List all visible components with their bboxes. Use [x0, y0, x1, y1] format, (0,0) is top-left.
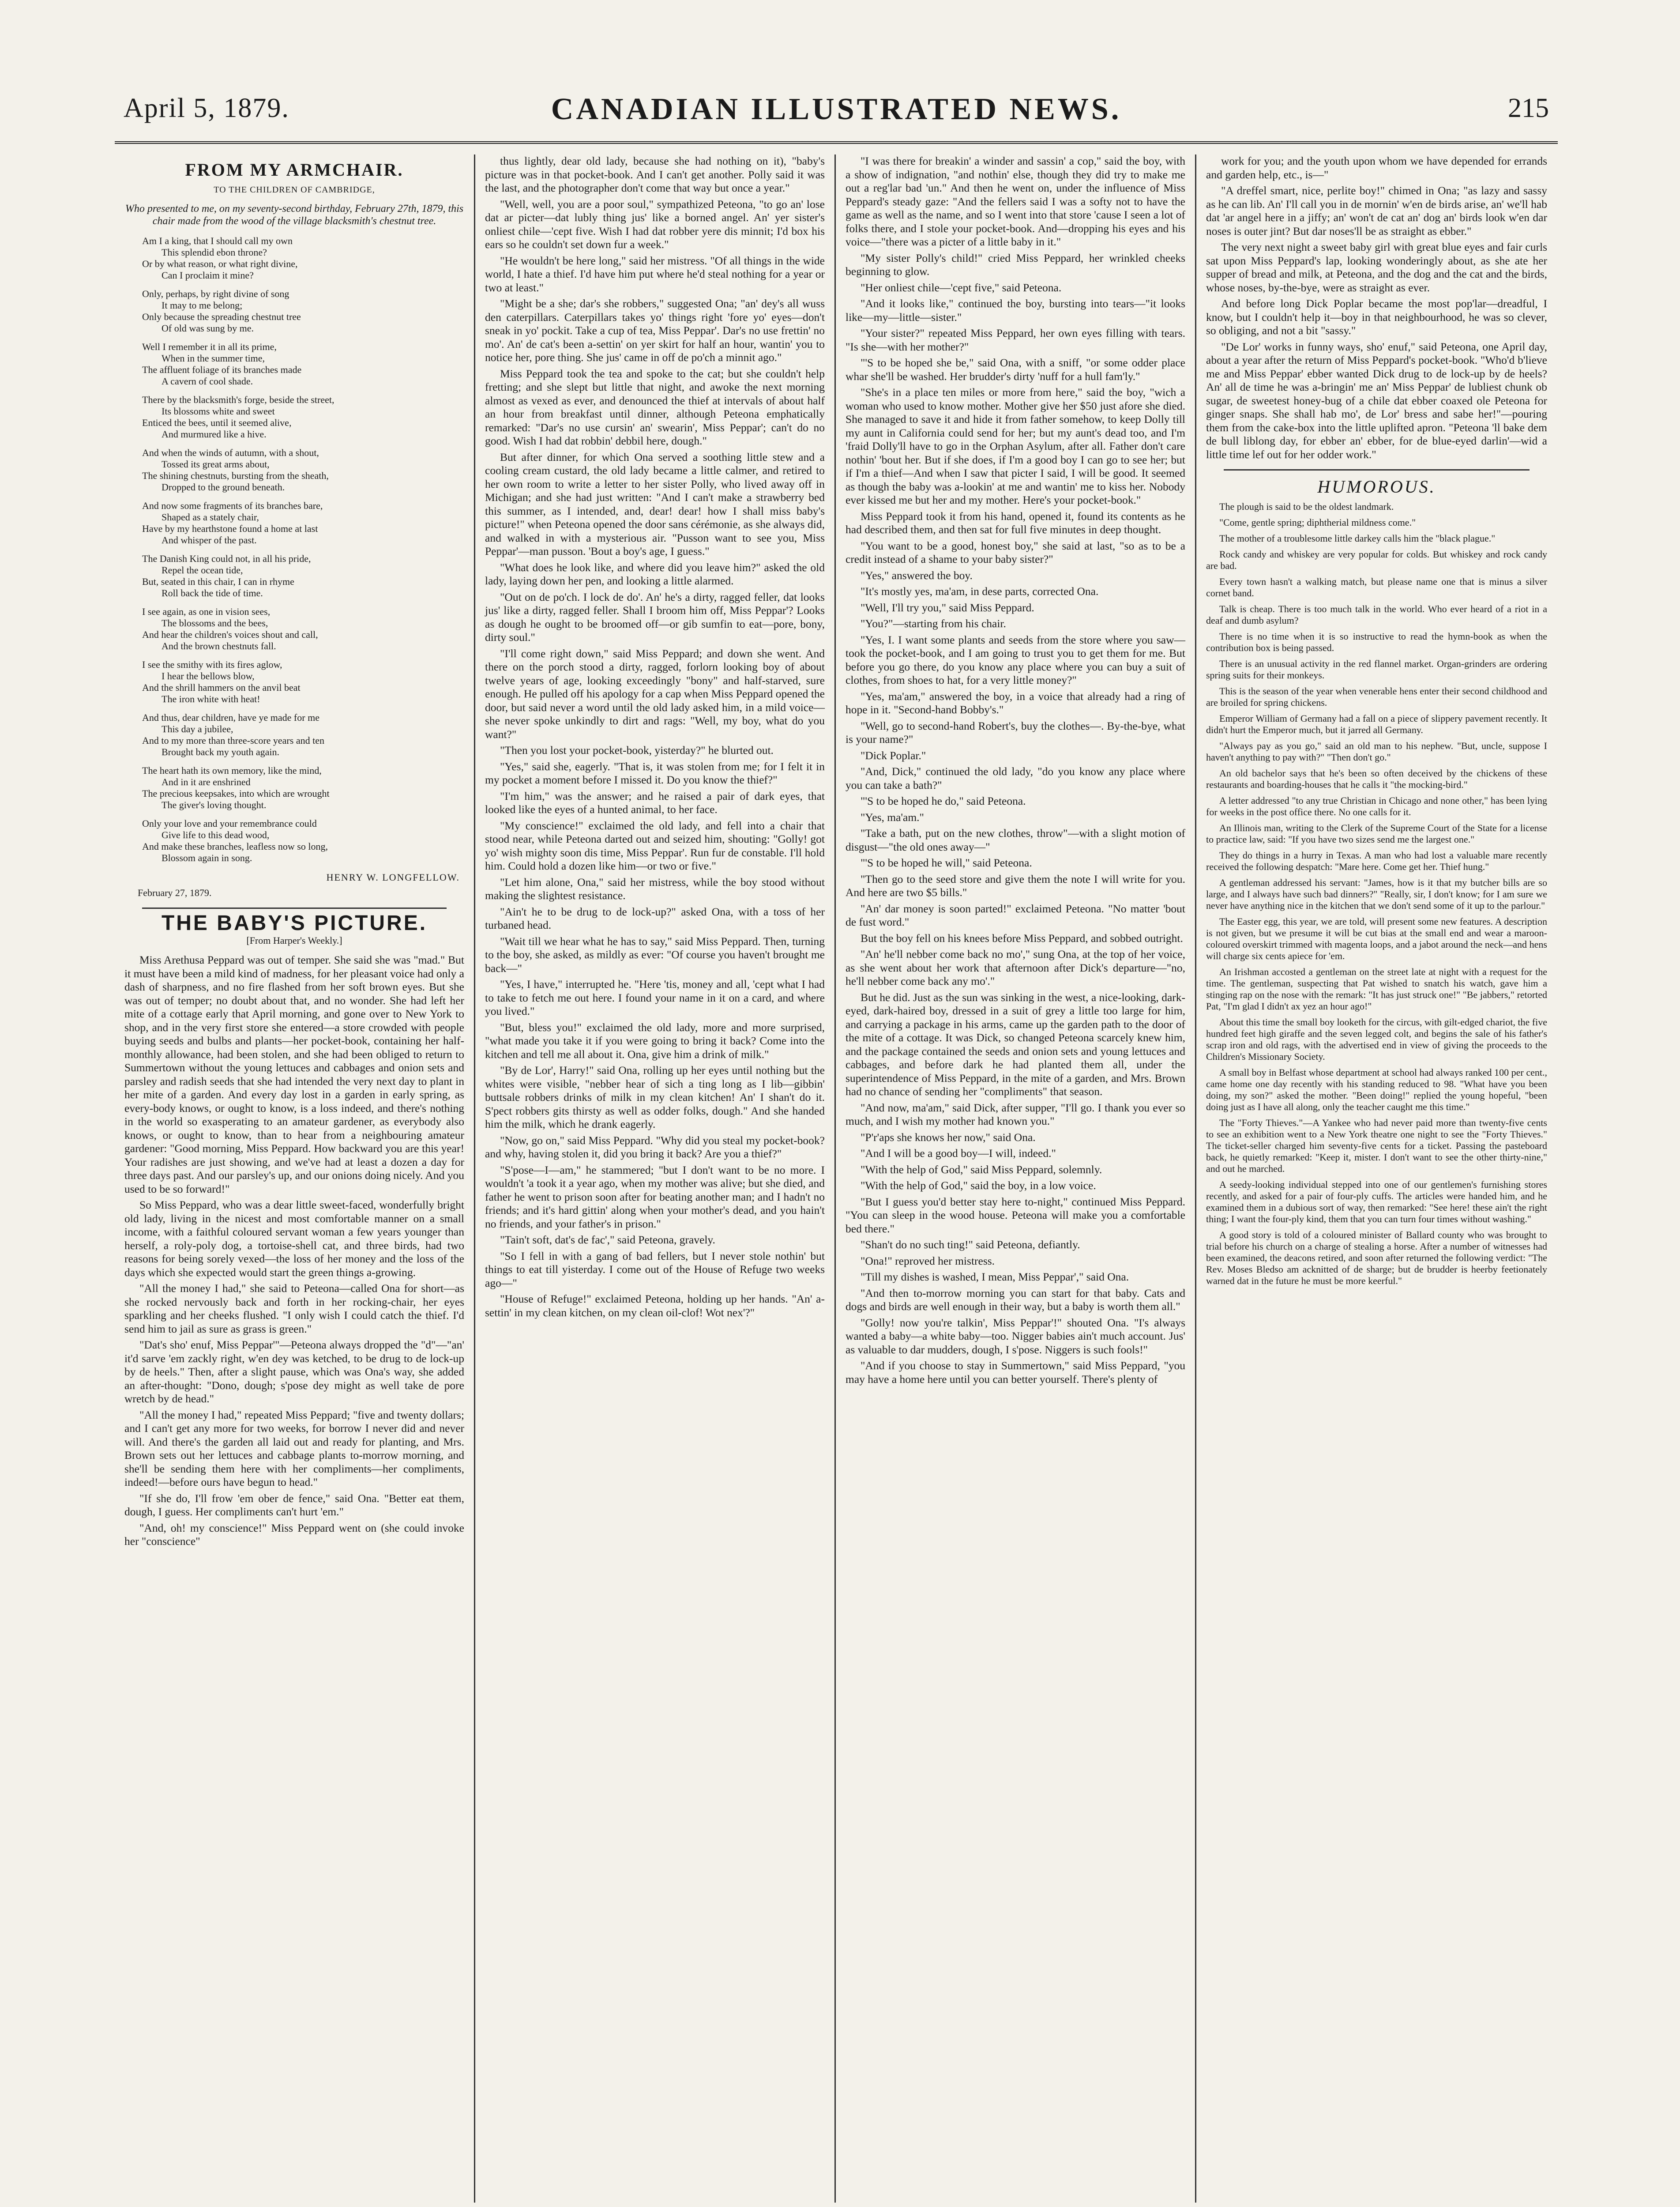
- poem-line: And when the winds of autumn, with a shout,: [142, 447, 319, 458]
- poem-date: February 27, 1879.: [138, 887, 212, 898]
- poem-line: The giver's loving thought.: [162, 799, 267, 810]
- story-paragraph: Miss Peppard took the tea and spoke to the cat; but she couldn't help fretting; and she slept but little that night, and awoke the next morning almost as vexed as ever, and denounced the thief at intervals of about half an hour from breakfast until dinner, although Peteona emphatically remarked: "Dar's no use cursin' an' swearin', Miss Peppar'; can't do no good. Wish I had dat robbin' debbil here, dough.": [485, 367, 825, 447]
- story-paragraph: "An' dar money is soon parted!" exclaimed Peteona. "No matter 'bout de fust word.": [846, 902, 1185, 928]
- story-paragraph: "I'm him," was the answer; and he raised a pair of dark eyes, that looked like the eyes of a hunted animal, to her face.: [485, 789, 825, 816]
- humor-item: "Come, gentle spring; diphtherial mildness come.": [1219, 516, 1416, 528]
- poem-line: And hear the children's voices shout and call,: [142, 629, 318, 640]
- poem-line: Give life to this dead wood,: [162, 829, 270, 840]
- story-paragraph: "Yes," said she, eagerly. "That is, it was stolen from me; for I felt it in my pocket a moment before I missed it. Do you know the thief?": [485, 760, 825, 786]
- poem-line: And the shrill hammers on the anvil beat: [142, 682, 301, 693]
- humor-item: An Irishman accosted a gentleman on the street late at night with a request for the time. The gentleman, suspecting that Pat wished to snatch his watch, gave him a stinging rap on the nose with the remark: "It has just struck one!" "Be jabbers," retorted Pat, "I'm glad I didn't ax yez an hour ago!": [1206, 966, 1547, 1012]
- humor-item: "Always pay as you go," said an old man to his nephew. "But, uncle, suppose I haven't anything to pay with?" "Then don't go.": [1206, 740, 1547, 763]
- story-paragraph: "An' he'll nebber come back no mo'," sung Ona, at the top of her voice, as she went about her work that afternoon after Dick's departure—"no, he'll nebber come back any mo'.": [846, 948, 1185, 987]
- poem-line: Roll back the tide of time.: [162, 588, 263, 599]
- poem-line: This splendid ebon throne?: [162, 247, 267, 258]
- poem-line: A cavern of cool shade.: [162, 376, 253, 387]
- story-paragraph: "You?"—starting from his chair.: [861, 617, 1006, 630]
- poem-line: The precious keepsakes, into which are wrought: [142, 788, 330, 799]
- story-paragraph: "Yes, I. I want some plants and seeds from the store where you saw—took the pocket-book, and I am going to trust you to get them for me. But before you go there, do you know any place where you can buy a suit of clothes, from shoes to hat, for a very little money?": [846, 633, 1185, 686]
- story-text: [1206, 154, 1547, 461]
- humor-item: The "Forty Thieves."—A Yankee who had never paid more than twenty-five cents to see an exhibition went to a New York theatre one night to see the "Forty Thieves." The ticket-seller charged him seventy-five cents for a ticket. Passing the pasteboard back, he quietly remarked: "Keep it, mister. I don't want to see the other thirty-nine," and out he marched.: [1206, 1117, 1547, 1174]
- story-paragraph: "What does he look like, and where did you leave him?" asked the old lady, laying down her pen, and looking a little alarmed.: [485, 561, 825, 587]
- poem-line: The heart hath its own memory, like the mind,: [142, 765, 322, 776]
- story-paragraph: "Yes, ma'am.": [861, 810, 924, 824]
- poem-line: Its blossoms white and sweet: [162, 406, 275, 417]
- poem-line: Brought back my youth again.: [162, 746, 280, 757]
- humor-item: A good story is told of a coloured minister of Ballard county who was brought to trial before his church on a charge of stealing a horse. After a number of witnesses had been examined, the deacons retired, and soon after returned the following verdict: "The Rev. Moses Bledso am acknitted of de sharge; but de brudder is heerby feetionately warned dat in the future he must be more keerful.": [1206, 1229, 1547, 1286]
- story-paragraph: "And, oh! my conscience!" Miss Peppard went on (she could invoke her "conscience": [124, 1521, 464, 1548]
- story-paragraph: thus lightly, dear old lady, because she had nothing on it), "baby's picture was in that pocket-book. And I can't get another. Polly said it was the last, and the photographer don't come that way but once a year.": [485, 154, 825, 194]
- story-paragraph: The very next night a sweet baby girl with great blue eyes and fair curls sat upon Miss Peppard's lap, looking wonderingly about, as she ate her supper of bread and milk, at Peteona, and the dog and the cat and the birds, whose noses, by-the-bye, were as straight as ever.: [1206, 241, 1547, 294]
- story-paragraph: "Wait till we hear what he has to say," said Miss Peppard. Then, turning to the boy, she asked, as mildly as ever: "Of course you haven't brought me back—": [485, 934, 825, 975]
- poem-line: And make these branches, leafless now so long,: [142, 841, 328, 852]
- story-paragraph: But after dinner, for which Ona served a soothing little stew and a cooling cream custard, the old lady became a little calmer, and retired to her own room to write a letter to her sister Polly, who lived away off in Michigan; and she had just written: "And I can't make a strawberry bed this summer, as I intended, and, dear! dear! how I shall miss baby's picture!" when Peteona opened the door sans cérémonie, as she always did, and walked in with a mysterious air. "Pusson want to see you, Miss Peppar'—man pusson. 'Bout a boy's age, I guess.": [485, 450, 825, 557]
- story-paragraph: Miss Peppard took it from his hand, opened it, found its contents as he had described them, and then sat for full five minutes in deep thought.: [846, 509, 1185, 536]
- story-text: [846, 154, 1185, 1386]
- poem-stanza: [142, 288, 464, 334]
- poem-line: The iron white with heat!: [162, 693, 260, 704]
- story-paragraph: "I was there for breakin' a winder and sassin' a cop," said the boy, with a show of indignation, "and nothin' else, though they did try to make me out a reg'lar bad 'un." And then he went on, under the influence of Miss Peppard's steady gaze: "And the fellers said I was a softy not to have the game as well as the name, and so I went into that store 'cause I seen a lot of folks there, and I stole your pocket-book. And—dropping his eyes and his voice—"there was a picter of a little baby in it.": [846, 154, 1185, 248]
- poem-title: FROM MY ARMCHAIR.: [185, 160, 404, 180]
- newspaper-page: [115, 66, 1558, 2207]
- story-paragraph: "Might be a she; dar's she robbers," suggested Ona; "an' dey's all wuss den caterpillars. Caterpillars takes yo' things right 'fore yo' eyes—don't sneak in yo' pockit. Take a cup of tea, Miss Peppar'. Dar's no use frettin' no mo'. An' de cat's been a-settin' on yer skirt for half an hour, wantin' you to notice her, pore thing. She jus' came in off de po'ch a minnit ago.": [485, 297, 825, 364]
- story-paragraph: "Tain't soft, dat's de fac'," said Peteona, gravely.: [500, 1233, 715, 1246]
- poem-line: Only, perhaps, by right divine of song: [142, 288, 289, 299]
- poem-line: It may to me belong;: [162, 300, 243, 311]
- poem-line: And whisper of the past.: [162, 535, 257, 546]
- story-text: [124, 953, 464, 1548]
- story-paragraph: "Well, go to second-hand Robert's, buy the clothes—. By-the-bye, what is your name?": [846, 719, 1185, 746]
- story-paragraph: "She's in a place ten miles or more from here," said the boy, "wich a woman who used to know mother. Mother give her $50 just afore she died. She managed to save it and hide it from father somehow, to keep Dolly till my aunt in California could send for her; but my aunt's dead too, and I'm 'fraid Dolly'll have to go in the Orphan Asylum, after all. Father don't care nothin' 'bout her. But if she does, if I'm a good boy I can go to see her; but if I'm a thief—And when I saw that picter I said, I will be good. It seemed as though the baby was a-lookin' at me and wantin' me to kiss her. Nobody ever kissed me but her and my mother. Here's your pocket-book.": [846, 386, 1185, 506]
- poem-line: Have by my hearthstone found a home at last: [142, 523, 318, 534]
- story-paragraph: "De Lor' works in funny ways, sho' enuf," said Peteona, one April day, about a year after the return of Miss Peppard's pocket-book. "Who'd b'lieve me and Miss Peppar' ebber wanted Dick drug to de lock-up by de heels? An' all de time he was a-bringin' me an' Miss Peppar' de lubliest chunk ob sugar, de sweetest honey-bug of a chile dat ebber coaxed ole Peteona for ginger snaps. She shall hab mo', de Lor' bress and sabe her!"—pouring them from the cake-box into the little uplifted apron. "Peteona 'll bake dem de bull liblong day, for ebber an' ebber, for de blue-eyed darlin'—wid a little time lef out for her odder work.": [1206, 340, 1547, 461]
- story-paragraph: "Dick Poplar.": [861, 749, 926, 762]
- story-paragraph: "P'r'aps she knows her now," said Ona.: [861, 1130, 1036, 1144]
- poem-line: I hear the bellows blow,: [162, 670, 255, 682]
- poem-line: Can I proclaim it mine?: [162, 270, 254, 281]
- story-paragraph: "Her onliest chile—'cept five," said Peteona.: [861, 281, 1062, 294]
- humor-item: An old bachelor says that he's been so often deceived by the chickens of these restaurants and boarding-houses that he calls it "the mocking-bird.": [1206, 767, 1547, 790]
- poem-line: Well I remember it in all its prime,: [142, 341, 277, 352]
- poem-line: Enticed the bees, until it seemed alive,: [142, 417, 292, 428]
- poem-line: And to my more than three-score years and ten: [142, 735, 324, 746]
- story-paragraph: So Miss Peppard, who was a dear little sweet-faced, wonderfully bright old lady, living in the nicest and most comfortable manner on a small income, with a faithful coloured servant woman a few years younger than herself, a roly-poly dog, a tortoise-shell cat, and three birds, had two reasons for being sorely vexed—the loss of her money and the loss of the days which she expected would start the green things a-growing.: [124, 1198, 464, 1279]
- story-paragraph: "Yes, I have," interrupted he. "Here 'tis, money and all, 'cept what I had to take to fetch me out here. I found your name in it on a card, and where you lived.": [485, 978, 825, 1017]
- poem-stanza: [142, 712, 464, 758]
- story-paragraph: "Well, I'll try you," said Miss Peppard.: [861, 601, 1034, 614]
- story-paragraph: "My conscience!" exclaimed the old lady, and fell into a chair that stood near, while Peteona darted out and seized him, shouting: "Golly! got yo' wish mighty soon dis time, Miss Peppar'. Run fur de constable. I'll hold him. Could hold a dozen like him—or two or five.": [485, 819, 825, 872]
- story-paragraph: "A dreffel smart, nice, perlite boy!" chimed in Ona; "as lazy and sassy as he can lib. An' I'll call you in de mornin' w'en de birds arise, an' we'll hab dat 'ar angel here in a jiffy; an' won't de cat an' dog an' birds look w'en dar noses is outer jint? But dar noses'll be as straight as ebber.": [1206, 184, 1547, 237]
- poem-line: Repel the ocean tide,: [162, 565, 243, 576]
- story-paragraph: "And it looks like," continued the boy, bursting into tears—"it looks like—my—little—sister.": [846, 297, 1185, 324]
- story-paragraph: work for you; and the youth upon whom we have depended for errands and garden help, etc., is—": [1206, 154, 1547, 181]
- story-paragraph: "Ain't he to be drug to de lock-up?" asked Ona, with a toss of her turbaned head.: [485, 905, 825, 931]
- humor-item: An Illinois man, writing to the Clerk of the Supreme Court of the State for a license to practice law, said: "If you have two sizes send me the largest one.": [1206, 822, 1547, 845]
- humor-item: Every town hasn't a walking match, but please name one that is minus a silver cornet band.: [1206, 576, 1547, 599]
- poem-line: The affluent foliage of its branches made: [142, 364, 302, 375]
- story-paragraph: "Your sister?" repeated Miss Peppard, her own eyes filling with tears. "Is she—with her mother?": [846, 327, 1185, 353]
- humor-item: The plough is said to be the oldest landmark.: [1219, 501, 1394, 512]
- divider: [142, 908, 447, 909]
- humorous-items: [1206, 501, 1547, 1287]
- poem-line: But, seated in this chair, I can in rhyme: [142, 576, 294, 587]
- poem-dedication: TO THE CHILDREN OF CAMBRIDGE,: [214, 185, 375, 195]
- poem-stanza: [142, 235, 464, 281]
- story-paragraph: "And if you choose to stay in Summertown," said Miss Peppard, "you may have a home here until you can better yourself. There's plenty of: [846, 1359, 1185, 1386]
- story-paragraph: "Then you lost your pocket-book, yisterday?" he blurted out.: [500, 744, 774, 757]
- story-paragraph: "My sister Polly's child!" cried Miss Peppard, her wrinkled cheeks beginning to glow.: [846, 251, 1185, 278]
- column-1: [115, 154, 475, 2203]
- story-paragraph: "House of Refuge!" exclaimed Peteona, holding up her hands. "An' a-settin' in my clean kitchen, on my clean oil-clof! Wot nex'?": [485, 1292, 825, 1319]
- poem-line: Blossom again in song.: [162, 852, 252, 863]
- poem-line: This day a jubilee,: [162, 723, 233, 734]
- story-title: THE BABY'S PICTURE.: [161, 911, 428, 935]
- story-paragraph: "And, Dick," continued the old lady, "do you know any place where you can take a bath?": [846, 765, 1185, 791]
- poem-stanza: [142, 447, 464, 493]
- story-paragraph: "'S to be hoped he will," said Peteona.: [861, 856, 1032, 869]
- story-paragraph: "So I fell in with a gang of bad fellers, but I never stole nothin' but things to eat till yisterday. I come out of the House of Refuge two weeks ago—": [485, 1249, 825, 1289]
- poem-stanza: [142, 659, 464, 705]
- poem-line: And now some fragments of its branches bare,: [142, 500, 323, 511]
- story-paragraph: "But, bless you!" exclaimed the old lady, more and more surprised, "what made you take it if you were going to bring it back? Come into the kitchen and tell me all about it. Ona, give him a drink of milk.": [485, 1021, 825, 1061]
- story-paragraph: "It's mostly yes, ma'am, in dese parts, corrected Ona.: [861, 585, 1099, 598]
- humor-item: A small boy in Belfast whose department at school had always ranked 100 per cent., came home one day recently with his standing reduced to 98. "What have you been doing, my son?" asked the mother. "Been doing!" replied the young hopeful, "been doing just as I have all along, only the teacher caught me this time.": [1206, 1066, 1547, 1112]
- poem-line: I see again, as one in vision sees,: [142, 606, 271, 617]
- masthead: [115, 75, 1558, 144]
- humor-item: The mother of a troublesome little darkey calls him the "black plague.": [1219, 532, 1496, 544]
- humor-item: There is no time when it is so instructive to read the hymn-book as when the contribution box is being passed.: [1206, 630, 1547, 653]
- poem-line: And the brown chestnuts fall.: [162, 640, 276, 652]
- story-paragraph: "With the help of God," said Miss Peppard, solemnly.: [861, 1163, 1102, 1176]
- humor-item: They do things in a hurry in Texas. A man who had lost a valuable mare recently received the following despatch: "Mare here. Come get her. Thief hung.": [1206, 849, 1547, 872]
- story-paragraph: "Out on de po'ch. I lock de do'. An' he's a dirty, ragged feller, dat looks jus' like a dirty, ragged feller. Shall I broom him off, Miss Peppar'? Looks as dough he ought to be broomed off—or gib sumfin to eat—pore, bony, dirty soul.": [485, 590, 825, 644]
- poem-stanza: [142, 765, 464, 811]
- humor-item: A gentleman addressed his servant: "James, how is it that my butcher bills are so large, and I always have such bad dinners?" "Really, sir, I don't know; for I am sure we never have anything nice in the kitchen that we don't send some of it up to the parlour.": [1206, 877, 1547, 911]
- poem-line: Shaped as a stately chair,: [162, 512, 259, 523]
- story-paragraph: "And I will be a good boy—I will, indeed.": [861, 1147, 1056, 1160]
- poem-stanza: [142, 553, 464, 599]
- poem-stanza: [142, 500, 464, 546]
- poem-line: Only because the spreading chestnut tree: [142, 311, 301, 322]
- poem-line: There by the blacksmith's forge, beside the street,: [142, 394, 334, 405]
- story-paragraph: "And then to-morrow morning you can start for that baby. Cats and dogs and birds are well enough in their way, but a baby is worth them all.": [846, 1286, 1185, 1313]
- humor-item: A seedy-looking individual stepped into one of our gentlemen's furnishing stores recently, and asked for a pair of four-ply cuffs. The articles were handed him, and he examined them in a dubious sort of way, then remarked: "See here! these ain't the right thing; I want the four-ply kind, them that you can turn four times without washing.": [1206, 1179, 1547, 1224]
- column-4: [1196, 154, 1557, 2203]
- divider: [1224, 469, 1530, 471]
- poem-line: And thus, dear children, have ye made for me: [142, 712, 319, 723]
- poem-line: And murmured like a hive.: [162, 429, 267, 440]
- story-paragraph: "Shan't do no such ting!" said Peteona, defiantly.: [861, 1238, 1080, 1251]
- story-paragraph: "S'pose—I—am," he stammered; "but I don't want to be no more. I wouldn't 'a took it a year ago, when my mother was alive; but she died, and father he went to prison soon after for beating another man; and I hadn't no friends; and it's hard gittin' along when your mother's dead, and you hain't no friends, and your father's in prison.": [485, 1163, 825, 1230]
- story-paragraph: But the boy fell on his knees before Miss Peppard, and sobbed outright.: [861, 931, 1183, 945]
- poem-stanza: [142, 341, 464, 387]
- story-text: [485, 154, 825, 1319]
- poem-line: Only your love and your remembrance could: [142, 818, 317, 829]
- humor-item: Rock candy and whiskey are very popular for colds. But whiskey and rock candy are bad.: [1206, 548, 1547, 571]
- story-paragraph: "I'll come right down," said Miss Peppard; and down she went. And there on the porch stood a dirty, ragged, forlorn looking boy of about twelve years of age, looking exceedingly "bony" and half-starved, sure enough. He pulled off his apology for a cap when Miss Peppard opened the door, but said never a word until the old lady asked him, in a mild voice—she never spoke unkindly to dirt and rags: "Well, my boy, what do you want?": [485, 647, 825, 741]
- poem-line: When in the summer time,: [162, 353, 265, 364]
- columns: [115, 154, 1558, 2203]
- story-paragraph: "Then go to the seed store and give them the note I will write for you. And here are two $5 bills.": [846, 872, 1185, 899]
- poem-line: Tossed its great arms about,: [162, 459, 270, 470]
- story-paragraph: "All the money I had," repeated Miss Peppard; "five and twenty dollars; and I can't get any more for two weeks, for borrow I never did and never will. And there's the garden all laid out and ready for planting, and Mrs. Brown sets out her lettuces and cabbage plants to-morrow morning, and she'll be sending them here with her compliments—her compliments, indeed!—before ours have begun to head.": [124, 1408, 464, 1488]
- humor-item: About this time the small boy looketh for the circus, with gilt-edged chariot, the five hundred feet high giraffe and the seven legged colt, and begins the sale of his father's scrap iron and old rags, with the advertised end in view of giving the proceeds to the Children's Missionary Society.: [1206, 1016, 1547, 1062]
- story-paragraph: "Till my dishes is washed, I mean, Miss Peppar'," said Ona.: [861, 1270, 1129, 1283]
- poem-line: I see the smithy with its fires aglow,: [142, 659, 282, 670]
- story-paragraph: "But I guess you'd better stay here to-night," continued Miss Peppard. "You can sleep in the wood house. Peteona will make you a comfortable bed there.": [846, 1195, 1185, 1235]
- story-paragraph: "Take a bath, put on the new clothes, throw"—with a slight motion of disgust—"the old ones away—": [846, 827, 1185, 853]
- issue-date: April 5, 1879.: [124, 93, 289, 123]
- story-paragraph: "Now, go on," said Miss Peppard. "Why did you steal my pocket-book? and why, having stolen it, did you bring it back? Are you a thief?": [485, 1134, 825, 1160]
- poem-line: The Danish King could not, in all his pride,: [142, 553, 311, 564]
- story-paragraph: "Well, well, you are a poor soul," sympathized Peteona, "to go an' lose dat ar picter—dat lubly thing jus' like a borned angel. An' yer sister's onliest chile—'cept five. Wish I had dat robber yere dis minnit; I'd box his ears so he couldn't set down fur a week.": [485, 197, 825, 251]
- story-paragraph: "Yes, ma'am," answered the boy, in a voice that already had a ring of hope in it. "Second-hand Bobby's.": [846, 689, 1185, 716]
- story-paragraph: "'S to be hoped she be," said Ona, with a sniff, "or some odder place whar she'll be washed. Her brudder's dirty 'nuff for a hull fam'ly.": [846, 356, 1185, 383]
- poem-note: Who presented to me, on my seventy-second birthday, February 27th, 1879, this chair made from the wood of the village blacksmith's chestnut tree.: [125, 203, 464, 227]
- story-source: [From Harper's Weekly.]: [246, 934, 342, 946]
- poem-line: Am I a king, that I should call my own: [142, 235, 293, 246]
- story-paragraph: Miss Arethusa Peppard was out of temper. She said she was "mad." But it must have been a mild kind of madness, for her pleasant voice had only a dash of sharpness, and no fire flashed from her soft brown eyes. But she was out of temper; no doubt about that, and no wonder. She had left her mite of a cottage early that April morning, and gone over to New York to shop, and in the very first store she entered—a store crowded with people buying seeds and bulbs and plants—her pocket-book, containing her half-monthly allowance, had been stolen, and she had been obliged to return to Summertown without the young lettuces and cabbages and onion sets and parsley and radish seeds that she had intended the very next day to plant in her mite of a garden. And every day lost in a garden in early spring, as every-body knows, or ought to know, is a loss indeed, and there's nothing in the world so exasperating to an amateur gardener, as everybody also knows, or ought to know, than to hear from a neighbouring amateur gardener: "Good morning, Miss Peppard. How backward you are this year! Your radishes are just showing, and we've had at least a dozen a day for three days past. And our parsley's up, and our onions doing nicely. And you used to be so forward!": [124, 953, 464, 1195]
- story-paragraph: "All the money I had," she said to Peteona—called Ona for short—as she rocked nervously back and forth in her rocking-chair, her eyes sparkling and her cheeks flushed. "I only wish I could catch the thief. I'd send him to jail as sure as grass is green.": [124, 1282, 464, 1335]
- story-paragraph: "Dat's sho' enuf, Miss Peppar'"—Peteona always dropped the "d"—"an' it'd sarve 'em zackly right, w'en dey was ketched, to be drug to de lock-up by de heels." Then, after a slight pause, which was Ona's way, she added an after-thought: "Dono, dough; s'pose dey might as well take de pore wretch by de head.": [124, 1338, 464, 1405]
- column-2: [475, 154, 836, 2203]
- poem-author: HENRY W. LONGFELLOW.: [326, 872, 460, 883]
- poem-stanza: [142, 394, 464, 440]
- humor-item: This is the season of the year when venerable hens enter their second childhood and are broiled for spring chickens.: [1206, 685, 1547, 708]
- poem-line: And in it are enshrined: [162, 776, 251, 787]
- poem-body: [124, 235, 464, 864]
- poem-stanza: [142, 606, 464, 652]
- poem-line: The blossoms and the bees,: [162, 618, 268, 629]
- poem-line: The shining chestnuts, bursting from the sheath,: [142, 470, 329, 481]
- story-paragraph: "'S to be hoped he do," said Peteona.: [861, 795, 1026, 807]
- story-paragraph: "With the help of God," said the boy, in a low voice.: [861, 1179, 1096, 1192]
- humor-item: There is an unusual activity in the red flannel market. Organ-grinders are ordering spring suits for their monkeys.: [1206, 658, 1547, 681]
- page-number: 215: [1508, 93, 1549, 123]
- column-3: [836, 154, 1196, 2203]
- humor-item: Talk is cheap. There is too much talk in the world. Who ever heard of a riot in a deaf and dumb asylum?: [1206, 603, 1547, 626]
- story-paragraph: "Yes," answered the boy.: [861, 569, 973, 582]
- humor-item: Emperor William of Germany had a fall on a piece of slippery pavement recently. It didn't hurt the Emperor much, but it jarred all Germany.: [1206, 712, 1547, 735]
- humor-item: A letter addressed "to any true Christian in Chicago and none other," has been lying for weeks in the post office there. No one calls for it.: [1206, 795, 1547, 817]
- story-paragraph: "Ona!" reproved her mistress.: [861, 1254, 995, 1267]
- story-paragraph: But he did. Just as the sun was sinking in the west, a nice-looking, dark-eyed, dark-haired boy, dressed in a suit of grey a little too large for him, and carrying a package in his arms, came up the garden path to the door of the mite of a cottage. It was Dick, so changed Peteona scarcely knew him, and the package contained the seeds and onion sets and young lettuces and cabbages, and before dark he had planted them all, under the superintendence of Miss Peppard, in the mite of a garden, and Mrs. Brown had no chance of sending her "compliments" that season.: [846, 991, 1185, 1098]
- story-paragraph: "And now, ma'am," said Dick, after supper, "I'll go. I thank you ever so much, and I wish my mother had known you.": [846, 1101, 1185, 1127]
- poem-stanza: [142, 818, 464, 864]
- story-paragraph: And before long Dick Poplar became the most pop'lar—dreadful, I know, but I couldn't help it—boy in that neighbourhood, he was so clever, so obliging, and not a bit "sassy.": [1206, 297, 1547, 337]
- newspaper-title: CANADIAN ILLUSTRATED NEWS.: [551, 92, 1122, 126]
- story-paragraph: "Let him alone, Ona," said her mistress, while the boy stood without making the slightest resistance.: [485, 875, 825, 902]
- story-paragraph: "If she do, I'll frow 'em ober de fence," said Ona. "Better eat them, dough, I guess. Her compliments can't hurt 'em.": [124, 1491, 464, 1518]
- humorous-title: HUMOROUS.: [1317, 477, 1436, 497]
- humor-item: The Easter egg, this year, we are told, will present some new features. A description is not given, but we presume it will be cut bias at the small end and wear a maroon-coloured overskirt trimmed with magenta loops, and a jabot around the neck—and hens will charge six cents apiece for 'em.: [1206, 915, 1547, 961]
- story-paragraph: "He wouldn't be here long," said her mistress. "Of all things in the wide world, I hate a thief. I'd have him put where he'd steal nothing for a year or two at least.": [485, 254, 825, 294]
- poem-line: Of old was sung by me.: [162, 323, 254, 334]
- story-paragraph: "Golly! now you're talkin', Miss Peppar'!" shouted Ona. "I's always wanted a baby—a white baby—too. Nigger babies ain't much account. Jus' as valuable to dar mudders, dough, I s'pose. Niggers is such fools!": [846, 1316, 1185, 1356]
- story-paragraph: "You want to be a good, honest boy," she said at last, "so as to be a credit instead of a shame to your baby sister?": [846, 539, 1185, 565]
- poem-line: Dropped to the ground beneath.: [162, 482, 285, 493]
- poem-line: Or by what reason, or what right divine,: [142, 258, 298, 269]
- story-paragraph: "By de Lor', Harry!" said Ona, rolling up her eyes until nothing but the whites were visible, "nebber hear of sich a ting long as I lib—gibbin' buttsale robbers drinks of milk in my clean kitchen! An' I shan't do it. S'pect robbers gits thirsty as well as odder folks, dough." And she handed him the milk, which he drank eagerly.: [485, 1064, 825, 1130]
